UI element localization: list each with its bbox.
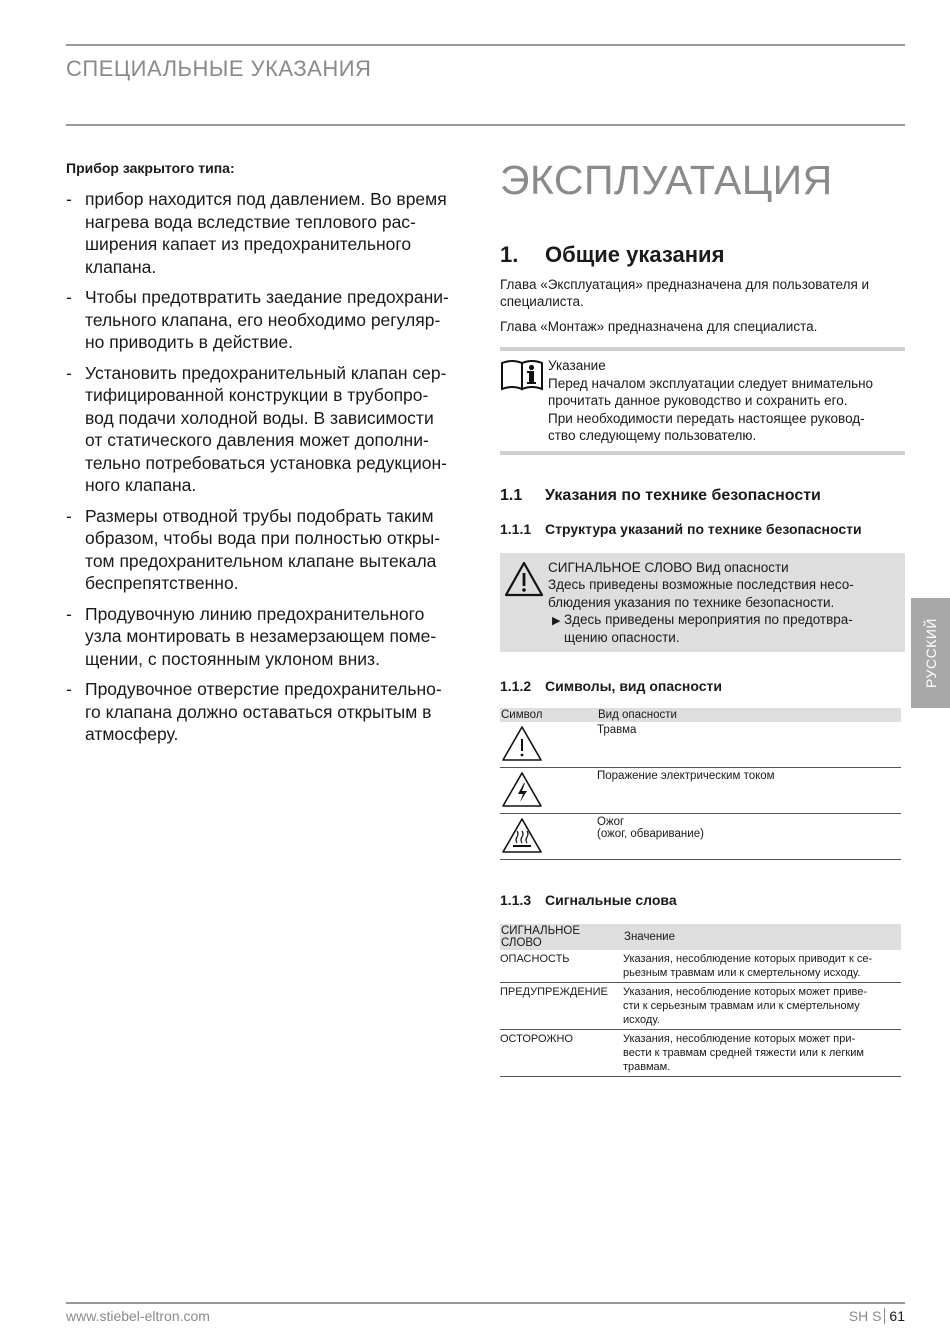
- signal-words-table: [500, 924, 901, 1077]
- intro-paragraph-1: Глава «Эксплуатация» предназначена для пользователя и специалиста.: [500, 277, 870, 309]
- list-item: - Продувочную линию предохранительного узла монтировать в незамерзающем поме- щении, с постоянным уклоном вниз.: [66, 603, 437, 669]
- warning-action: ▶ Здесь приведены мероприятия по предотвра- щению опасности.: [548, 611, 854, 646]
- list-item: - Чтобы предотвратить заедание предохрани- тельного клапана, его необходимо регуляр- но приводить в действие.: [66, 287, 449, 352]
- signal-word: ОПАСНОСТЬ: [500, 950, 623, 983]
- table-row: [500, 950, 901, 983]
- section-heading-1-1-1: 1.1.1 Структура указаний по технике безопасности: [500, 520, 862, 537]
- warning-structure-box: [500, 553, 905, 653]
- footer-rule: [66, 1302, 905, 1304]
- left-column: [66, 160, 476, 754]
- column-header-symbol: Символ: [500, 708, 597, 722]
- right-column: [500, 150, 905, 1077]
- signal-meaning: Указания, несоблюдение которых может приве- сти к серьезным травмам или к смертельному исходу.: [623, 983, 901, 1030]
- warning-triangle-icon: [500, 724, 544, 764]
- chapter-title: ЭКСПЛУАТАЦИЯ: [500, 157, 833, 203]
- table-header-row: [500, 924, 901, 950]
- instruction-list: [66, 188, 476, 746]
- manual-info-icon: [500, 357, 548, 445]
- column-header-hazard: Вид опасности: [597, 708, 901, 722]
- intro-paragraph-2: Глава «Монтаж» предназначена для специалиста.: [500, 319, 818, 334]
- hazard-text: Ожог (ожог, обваривание): [597, 814, 901, 860]
- arrow-right-icon: ▶: [552, 615, 561, 627]
- note-title: Указание: [548, 358, 606, 373]
- table-row: [500, 722, 901, 768]
- footer-page-info: [849, 1308, 905, 1324]
- header-top-rule: [66, 44, 905, 46]
- table-header-row: [500, 708, 901, 722]
- table-row: [500, 768, 901, 814]
- signal-meaning: Указания, несоблюдение которых может при- вести к травмам средней тяжести или к легким травмам.: [623, 1030, 901, 1077]
- warning-consequences: Здесь приведены возможные последствия несо- блюдения указания по технике безопасности.: [548, 577, 854, 610]
- hot-surface-icon: [500, 816, 544, 856]
- list-item: - Размеры отводной трубы подобрать таким образом, чтобы вода при полностью откры- том предохранительном клапане вытекала беспрепятственно.: [66, 505, 441, 593]
- signal-word: ОСТОРОЖНО: [500, 1030, 623, 1077]
- warning-triangle-icon: [500, 559, 548, 647]
- column-header-signal-word: СИГНАЛЬНОЕ СЛОВО: [500, 924, 623, 950]
- electric-shock-icon: [500, 770, 544, 810]
- warning-title: СИГНАЛЬНОЕ СЛОВО Вид опасности: [548, 559, 789, 575]
- language-tab: [911, 598, 950, 708]
- signal-meaning: Указания, несоблюдение которых приводит к се- рьезным травмам или к смертельному исходу.: [623, 950, 901, 983]
- page-header-title: СПЕЦИАЛЬНЫЕ УКАЗАНИЯ: [66, 56, 372, 81]
- symbols-table: [500, 708, 901, 860]
- header-bottom-rule: [66, 124, 905, 126]
- signal-word: ПРЕДУПРЕЖДЕНИЕ: [500, 983, 623, 1030]
- list-item: - прибор находится под давлением. Во время нагрева вода вследствие теплового рас- ширения капает из предохранительного клапана.: [66, 189, 447, 277]
- table-row: [500, 983, 901, 1030]
- left-heading: Прибор закрытого типа:: [66, 160, 235, 176]
- list-item: - Продувочное отверстие предохранительно- го клапана должно оставаться открытым в атмосферу.: [66, 679, 442, 744]
- hazard-text: Поражение электрическим током: [597, 768, 901, 814]
- page-number: 61: [884, 1308, 905, 1324]
- hazard-text: Травма: [597, 722, 901, 768]
- section-heading-1-1-2: 1.1.2 Символы, вид опасности: [500, 678, 722, 694]
- footer-url: www.stiebel-eltron.com: [66, 1308, 210, 1324]
- table-row: [500, 814, 901, 860]
- section-heading-1-1-3: 1.1.3 Сигнальные слова: [500, 892, 677, 908]
- table-row: [500, 1030, 901, 1077]
- note-body: Перед началом эксплуатации следует внимательно прочитать данное руководство и сохранить его. При необходимости передать настоящее руковод- ство следующему пользователю.: [548, 375, 874, 443]
- list-item: - Установить предохранительный клапан сер- тифицированной конструкции в трубопро- вод подачи холодной воды. В зависимости от статического давления может дополни- тельно потребоваться установка редукцион- ного клапана.: [66, 362, 447, 495]
- language-tab-label: РУССКИЙ: [922, 618, 939, 688]
- section-heading-1-1: 1.1 Указания по технике безопасности: [500, 486, 821, 504]
- note-box: [500, 347, 905, 455]
- column-header-meaning: Значение: [623, 924, 901, 950]
- section-heading-1: 1. Общие указания: [500, 242, 725, 267]
- footer-model: SH S: [848, 1308, 882, 1324]
